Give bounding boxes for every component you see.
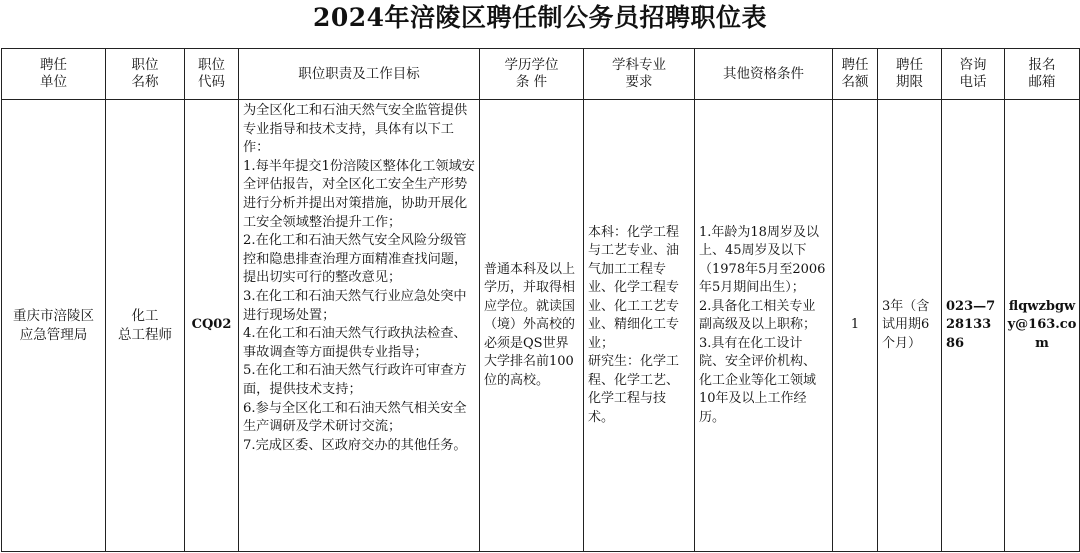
job-table [1,48,1080,552]
email-link[interactable]: flqwzbgwy@163.com [1007,298,1077,351]
header-position-name: 职位 名称 [106,49,185,100]
duties-item-7: 7.完成区委、区政府交办的其他任务。 [243,437,467,453]
cell-major [584,100,695,552]
cell-position-name: 化工 总工程师 [106,100,185,552]
header-position-code: 职位 代码 [185,49,239,100]
duties-intro: 为全区化工和石油天然气安全监管提供专业指导和技术支持，具体有以下工作： [243,103,468,156]
duties-item-1: 1.每半年提交1份涪陵区整体化工领域安全评估报告，对全区化工安全生产形势进行分析并提出对策措施，协助开展化工安全领域整治提升工作； [243,158,475,230]
cell-other [695,100,833,552]
major-graduate: 研究生：化学工程、化学工艺、化学工程与技术。 [588,354,680,425]
header-phone: 咨询 电话 [942,49,1005,100]
phone-text: 023—72813386 [946,298,996,351]
cell-phone [942,100,1005,552]
header-duties: 职位职责及工作目标 [239,49,480,100]
other-item-1: 1.年龄为18周岁及以上、45周岁及以下（1978年5月至2006年5月期间出生）； [699,224,826,296]
table-row [2,100,1080,552]
position-code-text: CQ02 [191,317,232,333]
duties-item-2: 2.在化工和石油天然气安全风险分级管控和隐患排查治理方面精准查找问题，提出切实可行的整改意见； [243,233,468,286]
page-title: 2024年涪陵区聘任制公务员招聘职位表 [312,3,768,32]
cell-unit: 重庆市涪陵区 应急管理局 [2,100,106,552]
cell-email [1005,100,1080,552]
header-row [2,49,1080,100]
header-quota: 聘任 名额 [833,49,878,100]
header-term: 聘任 期限 [878,49,942,100]
duties-item-6: 6.参与全区化工和石油天然气相关安全生产调研及学术研讨交流； [243,400,467,435]
cell-education: 普通本科及以上学历，并取得相应学位。就读国（境）外高校的必须是QS世界大学排名前100位的高校。 [480,100,584,552]
other-item-2: 2.具备化工相关专业副高级及以上职称； [699,298,817,333]
duties-item-3: 3.在化工和石油天然气行业应急处突中进行现场处置； [243,288,467,323]
major-undergrad: 本科：化学工程与工艺专业、油气加工工程专业、化学工程专业、化工工艺专业、精细化工专业； [588,224,680,351]
duties-item-5: 5.在化工和石油天然气行政许可审查方面，提供技术支持； [243,363,467,397]
header-major: 学科专业 要求 [584,49,695,100]
duties-item-4: 4.在化工和石油天然气行政执法检查、事故调查等方面提供专业指导； [243,326,467,360]
cell-term: 3年（含试用期6个月） [878,100,942,552]
other-item-3: 3.具有在化工设计院、安全评价机构、化工企业等化工领域10年及以上工作经历。 [699,335,817,425]
header-education: 学历学位 条 件 [480,49,584,100]
cell-position-code [185,100,239,552]
cell-quota: 1 [833,100,878,552]
header-other: 其他资格条件 [695,49,833,100]
header-email: 报名 邮箱 [1005,49,1080,100]
header-unit: 聘任 单位 [2,49,106,100]
cell-duties [239,100,480,552]
